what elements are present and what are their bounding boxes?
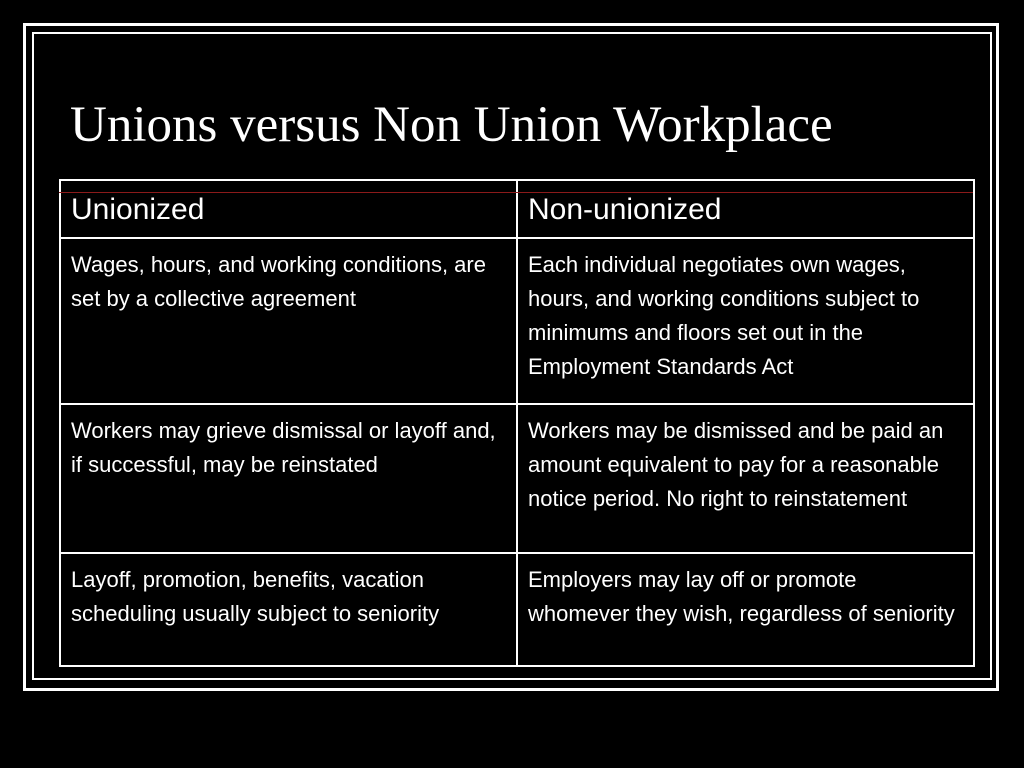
cell-non-unionized-wages: Each individual negotiates own wages, hours, and working conditions subject to minimums and floors set out in the Employment Standards Act [517, 238, 974, 404]
cell-unionized-dismissal: Workers may grieve dismissal or layoff and, if successful, may be reinstated [60, 404, 517, 553]
header-unionized: Unionized [60, 180, 517, 238]
cell-non-unionized-seniority: Employers may lay off or promote whomever they wish, regardless of seniority [517, 553, 974, 666]
header-non-unionized: Non-unionized [517, 180, 974, 238]
table-header-row [60, 180, 974, 238]
cell-non-unionized-dismissal: Workers may be dismissed and be paid an amount equivalent to pay for a reasonable notice period. No right to reinstatement [517, 404, 974, 553]
comparison-table [59, 179, 975, 667]
table-row [60, 238, 974, 404]
table-row [60, 404, 974, 553]
header-accent-line [59, 192, 973, 193]
cell-unionized-seniority: Layoff, promotion, benefits, vacation scheduling usually subject to seniority [60, 553, 517, 666]
slide-title: Unions versus Non Union Workplace [70, 97, 833, 153]
cell-unionized-wages: Wages, hours, and working conditions, are set by a collective agreement [60, 238, 517, 404]
table-row [60, 553, 974, 666]
